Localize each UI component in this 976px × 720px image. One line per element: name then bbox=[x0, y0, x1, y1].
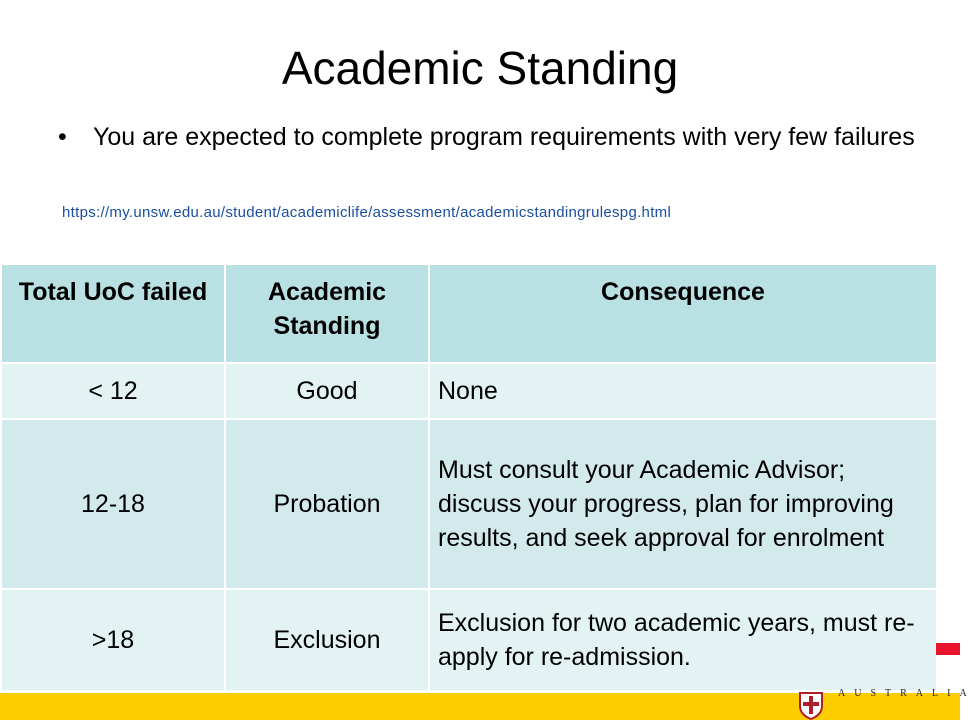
bullet-icon: • bbox=[58, 123, 67, 151]
cell-uoc: >18 bbox=[1, 589, 225, 691]
academic-standing-table bbox=[0, 263, 938, 692]
cell-uoc: < 12 bbox=[1, 363, 225, 419]
cell-consequence: Must consult your Academic Advisor; discuss your progress, plan for improving results, and seek approval for enrolment bbox=[429, 419, 937, 589]
bullet-point bbox=[58, 119, 918, 156]
red-accent-bar bbox=[936, 643, 960, 655]
cell-standing: Exclusion bbox=[225, 589, 429, 691]
table-header-row bbox=[1, 264, 937, 363]
table-row bbox=[1, 419, 937, 589]
slide-title: Academic Standing bbox=[281, 42, 679, 94]
cell-consequence: None bbox=[429, 363, 937, 419]
table-row bbox=[1, 589, 937, 691]
cell-standing: Probation bbox=[225, 419, 429, 589]
source-link[interactable]: https://my.unsw.edu.au/student/academiclife/assessment/academicstandingrulespg.html bbox=[62, 204, 672, 221]
table-row bbox=[1, 363, 937, 419]
header-total-uoc: Total UoC failed bbox=[1, 264, 225, 363]
unsw-crest-icon bbox=[796, 690, 826, 720]
bullet-text: You are expected to complete program requirements with very few failures bbox=[93, 123, 915, 151]
logo-text: AUSTRALIA bbox=[838, 688, 976, 699]
cell-consequence: Exclusion for two academic years, must re-apply for re-admission. bbox=[429, 589, 937, 691]
header-academic-standing: Academic Standing bbox=[225, 264, 429, 363]
cell-uoc: 12-18 bbox=[1, 419, 225, 589]
cell-standing: Good bbox=[225, 363, 429, 419]
header-consequence: Consequence bbox=[429, 264, 937, 363]
